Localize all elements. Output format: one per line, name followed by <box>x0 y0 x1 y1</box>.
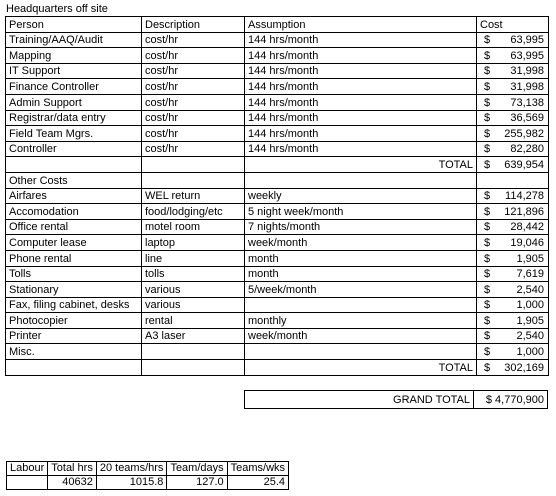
item-cell[interactable]: Photocopier <box>6 313 142 329</box>
description-cell[interactable]: cost/hr <box>142 63 245 79</box>
description-cell[interactable] <box>142 344 245 360</box>
person-cell[interactable]: Registrar/data entry <box>6 110 142 126</box>
labour-value-cell[interactable]: 127.0 <box>167 476 227 490</box>
total-label[interactable]: TOTAL <box>245 157 477 173</box>
labour-header-cell[interactable]: Labour <box>7 462 48 476</box>
labour-header-row <box>7 462 289 476</box>
item-cell[interactable]: Office rental <box>6 219 142 235</box>
table-row <box>6 219 549 235</box>
header-assumption[interactable]: Assumption <box>245 17 477 33</box>
cost-cell[interactable] <box>477 48 549 64</box>
table-row <box>6 188 549 204</box>
labour-value-cell[interactable]: 40632 <box>48 476 97 490</box>
person-total-row <box>6 157 549 173</box>
table-row <box>6 79 549 95</box>
assumption-cell[interactable]: 144 hrs/month <box>245 63 477 79</box>
cost-cell[interactable] <box>477 126 549 142</box>
person-cell[interactable]: Mapping <box>6 48 142 64</box>
item-cell[interactable]: Printer <box>6 328 142 344</box>
description-cell[interactable]: laptop <box>142 235 245 251</box>
currency-symbol: $ <box>484 80 491 93</box>
person-cell[interactable]: Admin Support <box>6 94 142 110</box>
labour-header-cell[interactable]: Total hrs <box>48 462 97 476</box>
table-row <box>6 110 549 126</box>
header-row <box>6 17 549 33</box>
grand-total-row <box>245 391 548 409</box>
cost-value: 1,000 <box>516 299 544 312</box>
currency-symbol: $ <box>484 190 491 203</box>
description-cell[interactable]: WEL return <box>142 188 245 204</box>
empty-cell[interactable] <box>6 157 142 173</box>
table-row <box>6 266 549 282</box>
table-row <box>6 297 549 313</box>
assumption-cell[interactable]: week/month <box>245 235 477 251</box>
item-cell[interactable]: Airfares <box>6 188 142 204</box>
cost-cell[interactable] <box>477 32 549 48</box>
assumption-cell[interactable]: monthly <box>245 313 477 329</box>
assumption-cell[interactable] <box>245 344 477 360</box>
currency-symbol: $ <box>484 236 491 249</box>
other-total-row <box>6 360 549 376</box>
table-row <box>6 328 549 344</box>
person-cell[interactable]: Finance Controller <box>6 79 142 95</box>
item-cell[interactable]: Phone rental <box>6 250 142 266</box>
labour-header-cell[interactable]: Team/days <box>167 462 227 476</box>
labour-value-row <box>7 476 289 490</box>
cost-cell[interactable] <box>477 250 549 266</box>
table-row <box>6 48 549 64</box>
person-cell[interactable]: Controller <box>6 141 142 157</box>
assumption-cell[interactable]: 144 hrs/month <box>245 126 477 142</box>
empty-cell[interactable] <box>142 360 245 376</box>
assumption-cell[interactable]: weekly <box>245 188 477 204</box>
cost-value: 121,896 <box>504 205 544 218</box>
description-cell[interactable]: tolls <box>142 266 245 282</box>
assumption-cell[interactable]: month <box>245 250 477 266</box>
cost-value: 302,169 <box>504 361 544 374</box>
cost-cell[interactable] <box>477 313 549 329</box>
currency-symbol: $ <box>484 127 491 140</box>
item-cell[interactable]: Fax, filing cabinet, desks <box>6 297 142 313</box>
labour-value-cell[interactable] <box>7 476 48 490</box>
person-cell[interactable]: Training/AAQ/Audit <box>6 32 142 48</box>
assumption-cell[interactable]: 144 hrs/month <box>245 110 477 126</box>
currency-symbol: $ <box>484 112 491 125</box>
cost-cell[interactable] <box>477 297 549 313</box>
cost-value: 63,995 <box>510 34 544 47</box>
assumption-cell[interactable]: 144 hrs/month <box>245 94 477 110</box>
labour-header-cell[interactable]: Teams/wks <box>227 462 288 476</box>
cost-cell[interactable] <box>477 266 549 282</box>
description-cell[interactable]: various <box>142 297 245 313</box>
grand-total-table <box>244 390 548 409</box>
table-row <box>6 63 549 79</box>
currency-symbol: $ <box>484 361 491 374</box>
description-cell[interactable]: rental <box>142 313 245 329</box>
cost-cell[interactable] <box>477 328 549 344</box>
cost-cell[interactable] <box>477 94 549 110</box>
table-row <box>6 282 549 298</box>
table-row <box>6 344 549 360</box>
empty-cell[interactable] <box>245 172 477 188</box>
assumption-cell[interactable]: 144 hrs/month <box>245 79 477 95</box>
person-cell[interactable]: IT Support <box>6 63 142 79</box>
table-row <box>6 141 549 157</box>
cost-cell[interactable] <box>477 204 549 220</box>
description-cell[interactable]: cost/hr <box>142 126 245 142</box>
cost-value: 7,619 <box>516 268 544 281</box>
cost-value: 28,442 <box>510 221 544 234</box>
cost-value: 114,278 <box>505 190 544 203</box>
currency-symbol: $ <box>484 158 491 171</box>
description-cell[interactable]: cost/hr <box>142 141 245 157</box>
description-cell[interactable]: various <box>142 282 245 298</box>
cost-value: 19,046 <box>510 236 544 249</box>
cost-value: 31,998 <box>510 80 544 93</box>
cost-value: 1,905 <box>516 314 544 327</box>
labour-value-cell[interactable]: 1015.8 <box>96 476 167 490</box>
cost-cell[interactable] <box>477 360 549 376</box>
cost-value: 2,540 <box>516 330 544 343</box>
empty-cell[interactable] <box>6 360 142 376</box>
labour-value-cell[interactable]: 25.4 <box>227 476 288 490</box>
empty-cell[interactable] <box>142 157 245 173</box>
table-row <box>6 126 549 142</box>
cost-cell[interactable] <box>477 157 549 173</box>
cost-cell[interactable] <box>477 282 549 298</box>
sheet-title: Headquarters off site <box>6 3 108 15</box>
assumption-cell[interactable]: month <box>245 266 477 282</box>
grand-total-value[interactable]: $ 4,770,900 <box>474 391 548 409</box>
section-row <box>6 172 549 188</box>
cost-value: 82,280 <box>510 143 544 156</box>
table-row <box>6 32 549 48</box>
assumption-cell[interactable]: 144 hrs/month <box>245 141 477 157</box>
grand-total-label[interactable]: GRAND TOTAL <box>245 391 474 409</box>
assumption-cell[interactable]: 5 night week/month <box>245 204 477 220</box>
currency-symbol: $ <box>484 49 491 62</box>
table-row <box>6 313 549 329</box>
description-cell[interactable]: line <box>142 250 245 266</box>
description-cell[interactable]: cost/hr <box>142 110 245 126</box>
table-row <box>6 204 549 220</box>
item-cell[interactable]: Tolls <box>6 266 142 282</box>
empty-cell[interactable] <box>142 172 245 188</box>
currency-symbol: $ <box>484 283 491 296</box>
assumption-cell[interactable]: 7 nights/month <box>245 219 477 235</box>
description-cell[interactable]: cost/hr <box>142 32 245 48</box>
item-cell[interactable]: Computer lease <box>6 235 142 251</box>
currency-symbol: $ <box>484 65 491 78</box>
currency-symbol: $ <box>484 143 491 156</box>
cost-cell[interactable] <box>477 110 549 126</box>
currency-symbol: $ <box>484 330 491 343</box>
cost-value: 36,569 <box>510 112 544 125</box>
cost-cell[interactable] <box>477 344 549 360</box>
cost-cell[interactable] <box>477 188 549 204</box>
person-cell[interactable]: Field Team Mgrs. <box>6 126 142 142</box>
assumption-cell[interactable] <box>245 297 477 313</box>
assumption-cell[interactable]: 144 hrs/month <box>245 48 477 64</box>
currency-symbol: $ <box>484 346 491 359</box>
description-cell[interactable]: food/lodging/etc <box>142 204 245 220</box>
cost-table <box>5 16 549 376</box>
table-row <box>6 235 549 251</box>
table-row <box>6 250 549 266</box>
cost-cell[interactable] <box>477 79 549 95</box>
description-cell[interactable]: A3 laser <box>142 328 245 344</box>
cost-value: 639,954 <box>504 158 544 171</box>
labour-table <box>6 461 289 490</box>
cost-value: 2,540 <box>516 283 544 296</box>
currency-symbol: $ <box>484 252 491 265</box>
empty-cell[interactable] <box>477 172 549 188</box>
cost-value: 255,982 <box>504 127 544 140</box>
currency-symbol: $ <box>484 299 491 312</box>
description-cell[interactable]: cost/hr <box>142 48 245 64</box>
currency-symbol: $ <box>484 268 491 281</box>
cost-value: 63,995 <box>510 49 544 62</box>
description-cell[interactable]: motel room <box>142 219 245 235</box>
header-person[interactable]: Person <box>6 17 142 33</box>
cost-cell[interactable] <box>477 219 549 235</box>
currency-symbol: $ <box>484 34 491 47</box>
cost-cell[interactable] <box>477 63 549 79</box>
currency-symbol: $ <box>484 205 491 218</box>
description-cell[interactable]: cost/hr <box>142 79 245 95</box>
cost-value: 31,998 <box>510 65 544 78</box>
section-label[interactable]: Other Costs <box>6 172 142 188</box>
cost-value: 1,905 <box>516 252 544 265</box>
assumption-cell[interactable]: 144 hrs/month <box>245 32 477 48</box>
cost-cell[interactable] <box>477 141 549 157</box>
cost-cell[interactable] <box>477 235 549 251</box>
currency-symbol: $ <box>484 221 491 234</box>
item-cell[interactable]: Accomodation <box>6 204 142 220</box>
labour-header-cell[interactable]: 20 teams/hrs <box>96 462 167 476</box>
assumption-cell[interactable]: week/month <box>245 328 477 344</box>
currency-symbol: $ <box>484 96 491 109</box>
item-cell[interactable]: Stationary <box>6 282 142 298</box>
header-cost[interactable]: Cost <box>477 17 549 33</box>
cost-value: 1,000 <box>516 346 544 359</box>
currency-symbol: $ <box>484 314 491 327</box>
assumption-cell[interactable]: 5/week/month <box>245 282 477 298</box>
header-description[interactable]: Description <box>142 17 245 33</box>
item-cell[interactable]: Misc. <box>6 344 142 360</box>
total-label[interactable]: TOTAL <box>245 360 477 376</box>
description-cell[interactable]: cost/hr <box>142 94 245 110</box>
table-row <box>6 94 549 110</box>
cost-value: 73,138 <box>510 96 544 109</box>
